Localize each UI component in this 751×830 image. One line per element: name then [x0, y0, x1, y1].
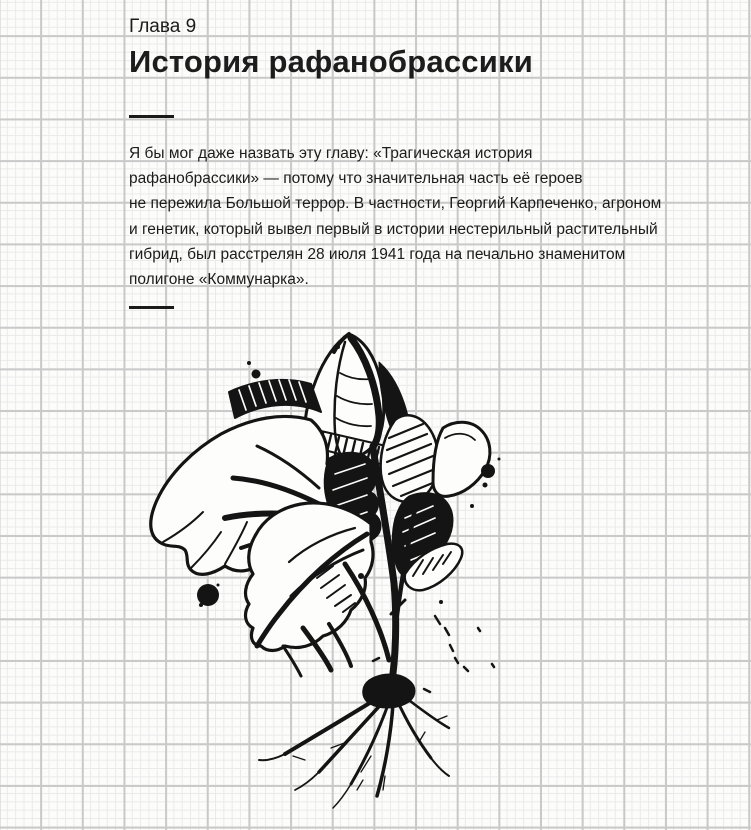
paragraph-line: рафанобрассики» — потому что значительная часть её героев: [129, 170, 583, 188]
chapter-label: Глава 9: [129, 16, 197, 37]
paragraph-line: гибрид, был расстрелян 28 июля 1941 года на печально знаменитом: [129, 245, 626, 263]
section-divider-bottom: [129, 306, 174, 309]
raphanobrassica-ink-drawing-svg: [133, 328, 518, 828]
chapter-title: История рафанобрассики: [129, 44, 533, 79]
paragraph-line: и генетик, который вывел первый в истории нестерильный растительный: [129, 220, 658, 238]
paragraph-line: Я бы мог даже назвать эту главу: «Трагическая история: [129, 145, 533, 162]
plant-illustration: [133, 328, 518, 828]
paragraph-line: не пережила Большой террор. В частности, Георгий Карпеченко, агроном: [129, 195, 662, 213]
paragraph-line: полигоне «Коммунарка».: [129, 271, 309, 289]
chapter-paragraph: [129, 141, 689, 292]
section-divider-top: [129, 115, 174, 118]
